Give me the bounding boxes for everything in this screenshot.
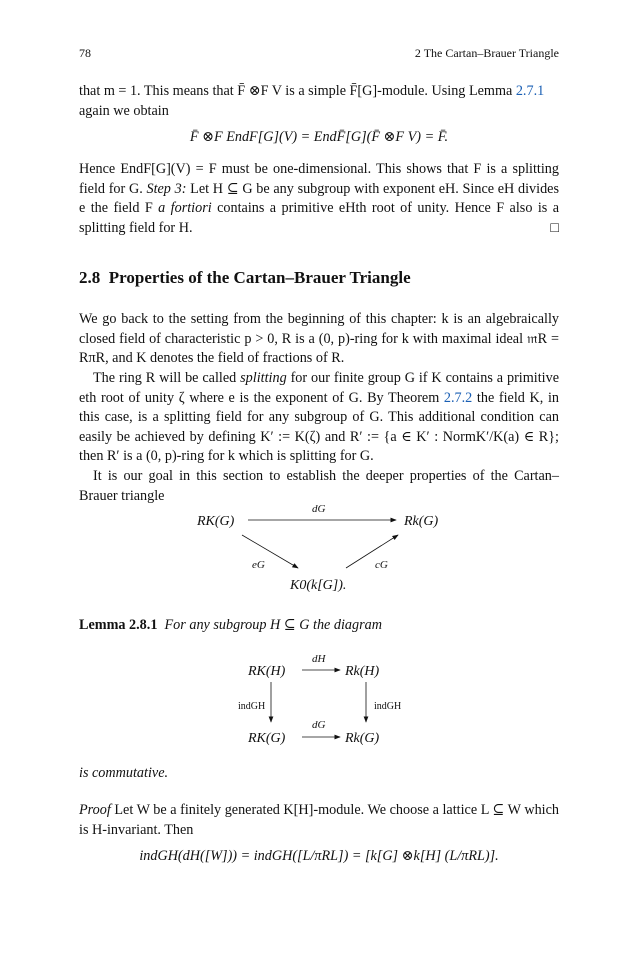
triangle-rk-right: Rk(G) [404,514,439,529]
square-label-ind-left: indGH [238,701,266,712]
para3-text: We go back to the setting from the beginning of this chapter: k is an algebraically closed field of characteristic p > 0, R is a (0, p)-ring for k with maximal ideal 𝔪R = RπR, and K denotes the field of fractions of R. [79,311,559,367]
lemma-link-2-7-1[interactable]: 2.7.1 [515,83,545,99]
square-label-dH: dH [312,653,326,665]
triangle-label-dG: dG [312,503,326,515]
para5-text: It is our goal in this section to establish the deeper properties of the Cartan–Brauer triangle [79,468,559,504]
section-title: Properties of the Cartan–Brauer Triangle [108,268,411,287]
para2-text2: Let H ⊆ G be any subgroup with exponent eH. Since eH divides e the field F [79,180,559,217]
section-number: 2.8 [79,268,101,287]
lemma-2-8-1 [79,616,559,636]
a-fortiori: a fortiori [158,200,212,217]
step-3-label: Step 3: [146,180,187,197]
para4-b: for our finite group G if K contains a primitive eth root of unity ζ where e is the exponent of G. By Theorem [79,370,559,406]
theorem-link-2-7-2[interactable]: 2.7.2 [443,389,473,406]
qed-symbol: □ [550,219,559,236]
equation-2: indGH(dH([W])) = indGH([L/πRL]) = [k[G] ⊗k[H] (L/πRL)]. [139,848,499,864]
square-label-ind-right: indGH [374,701,402,712]
para4-c: the field K, in this case, is a splitting field for any subgroup of G. This additional condition can easily be achieved by defining K′ := K(ζ) and R′ := {a ∈ K′ : NormK′/K(a) ∈ R}; then R′ is a (0, p)-ring for k which is splitting for G. [79,389,559,465]
square-label-dG: dG [312,719,326,731]
proof [79,801,559,840]
para2-text: Hence EndF[G](V) = F must be one-dimensional. This shows that F is a splitting field for G. [79,161,559,197]
square-tl: RK(H) [248,664,286,679]
square-tr: Rk(H) [345,664,380,679]
splitting-term: splitting [240,370,287,386]
page-number: 78 [79,46,91,60]
square-br: Rk(G) [345,731,380,746]
lemma-text: For any subgroup H ⊆ G the diagram [164,617,382,633]
proof-head: Proof [79,802,111,818]
lemma-after: is commutative. [79,765,169,781]
triangle-label-eG: eG [252,559,265,571]
lemma-head: Lemma 2.8.1 [79,617,158,633]
square-bl: RK(G) [248,731,286,746]
para4-a: The ring R will be called [93,370,241,386]
proof-text: Let W be a finitely generated K[H]-module. We choose a lattice L ⊆ W which is H-invariant. Then [79,802,559,838]
equation-1: F̄ ⊗F EndF[G](V) = EndF̄[G](F̄ ⊗F V) = F̄. [189,129,449,145]
para1-line2: again we obtain [79,102,169,119]
triangle-k0: K0(k[G]). [290,578,347,593]
triangle-label-cG: cG [375,559,388,571]
triangle-rk-left: RK(G) [197,514,235,529]
running-header: 2 The Cartan–Brauer Triangle [414,46,559,60]
para2-text3: contains a primitive eHth root of unity. Hence F also is a splitting field for H. [79,200,559,236]
para1-line1: that m = 1. This means that F̄ ⊗F V is a simple F̄[G]-module. Using Lemma [79,83,516,99]
arrow-cG [346,535,398,568]
arrow-eG [242,535,298,568]
